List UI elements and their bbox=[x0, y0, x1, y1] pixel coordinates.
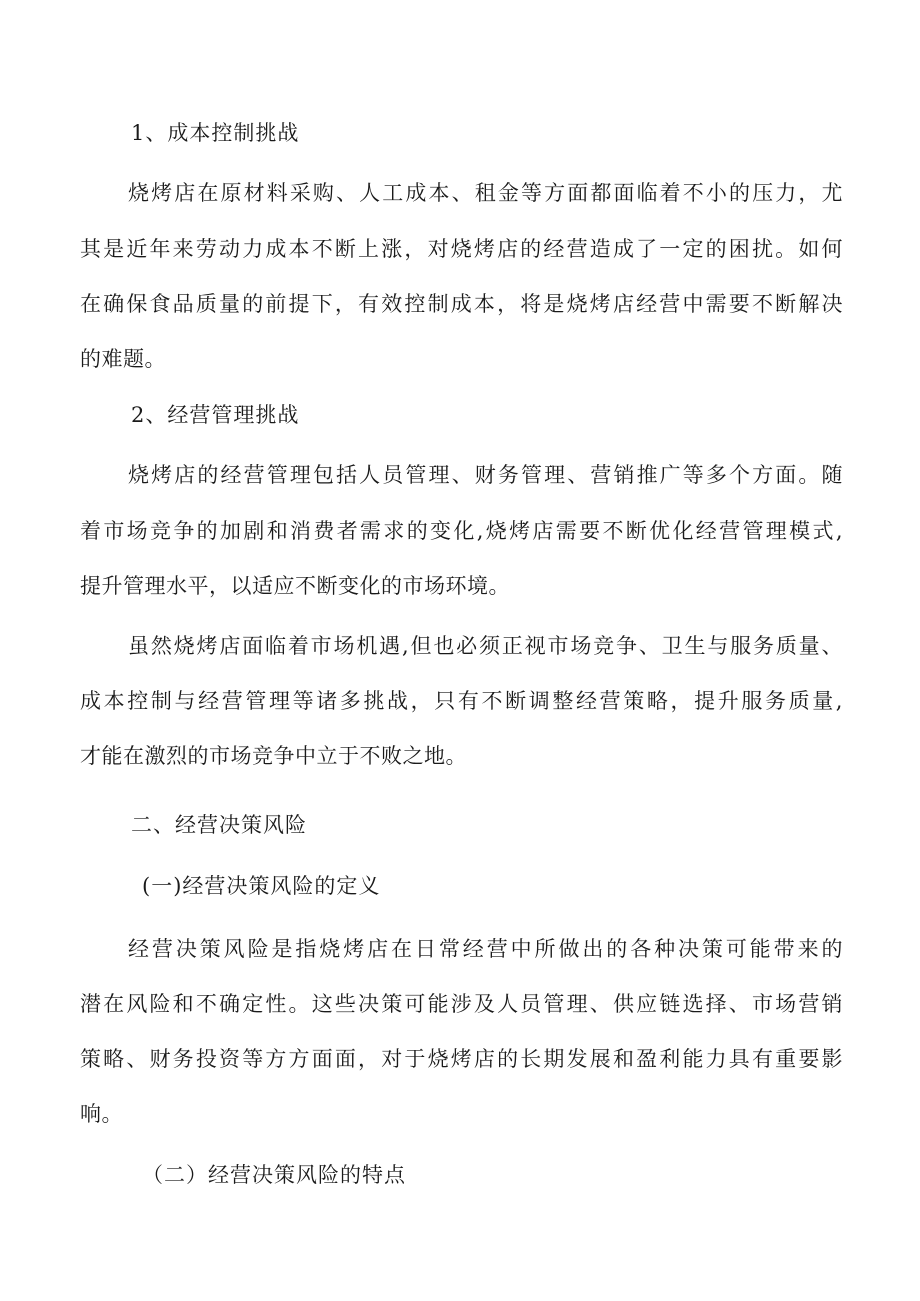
paragraph-line: 虽然烧烤店面临着市场机遇,但也必须正视市场竞争、卫生与服务质量、 bbox=[128, 634, 843, 658]
heading-characteristics: （二）经营决策风险的特点 bbox=[142, 1163, 406, 1187]
heading-cost-control: 1、成本控制挑战 bbox=[131, 121, 300, 145]
paragraph-line: 着市场竞争的加剧和消费者需求的变化,烧烤店需要不断优化经营管理模式, bbox=[80, 519, 843, 543]
paragraph-line: 潜在风险和不确定性。这些决策可能涉及人员管理、供应链选择、市场营销 bbox=[80, 992, 843, 1016]
paragraph-line: 在确保食品质量的前提下，有效控制成本，将是烧烤店经营中需要不断解决 bbox=[80, 292, 843, 316]
heading-decision-risk: 二、经营决策风险 bbox=[131, 813, 307, 837]
paragraph-line: 经营决策风险是指烧烤店在日常经营中所做出的各种决策可能带来的 bbox=[128, 937, 843, 961]
heading-management: 2、经营管理挑战 bbox=[131, 403, 300, 427]
paragraph-line: 提升管理水平，以适应不断变化的市场环境。 bbox=[80, 574, 510, 598]
paragraph-line: 才能在激烈的市场竞争中立于不败之地。 bbox=[80, 744, 467, 768]
paragraph-line: 烧烤店在原材料采购、人工成本、租金等方面都面临着不小的压力，尤 bbox=[128, 181, 843, 205]
paragraph-line: 其是近年来劳动力成本不断上涨，对烧烤店的经营造成了一定的困扰。如何 bbox=[80, 237, 843, 261]
paragraph-line: 成本控制与经营管理等诸多挑战，只有不断调整经营策略，提升服务质量, bbox=[80, 689, 843, 713]
heading-definition: (一)经营决策风险的定义 bbox=[142, 874, 381, 898]
paragraph-line: 的难题。 bbox=[80, 347, 166, 371]
paragraph-line: 策略、财务投资等方方面面，对于烧烤店的长期发展和盈利能力具有重要影 bbox=[80, 1047, 843, 1071]
paragraph-line: 响。 bbox=[80, 1102, 123, 1126]
paragraph-line: 烧烤店的经营管理包括人员管理、财务管理、营销推广等多个方面。随 bbox=[128, 463, 843, 487]
